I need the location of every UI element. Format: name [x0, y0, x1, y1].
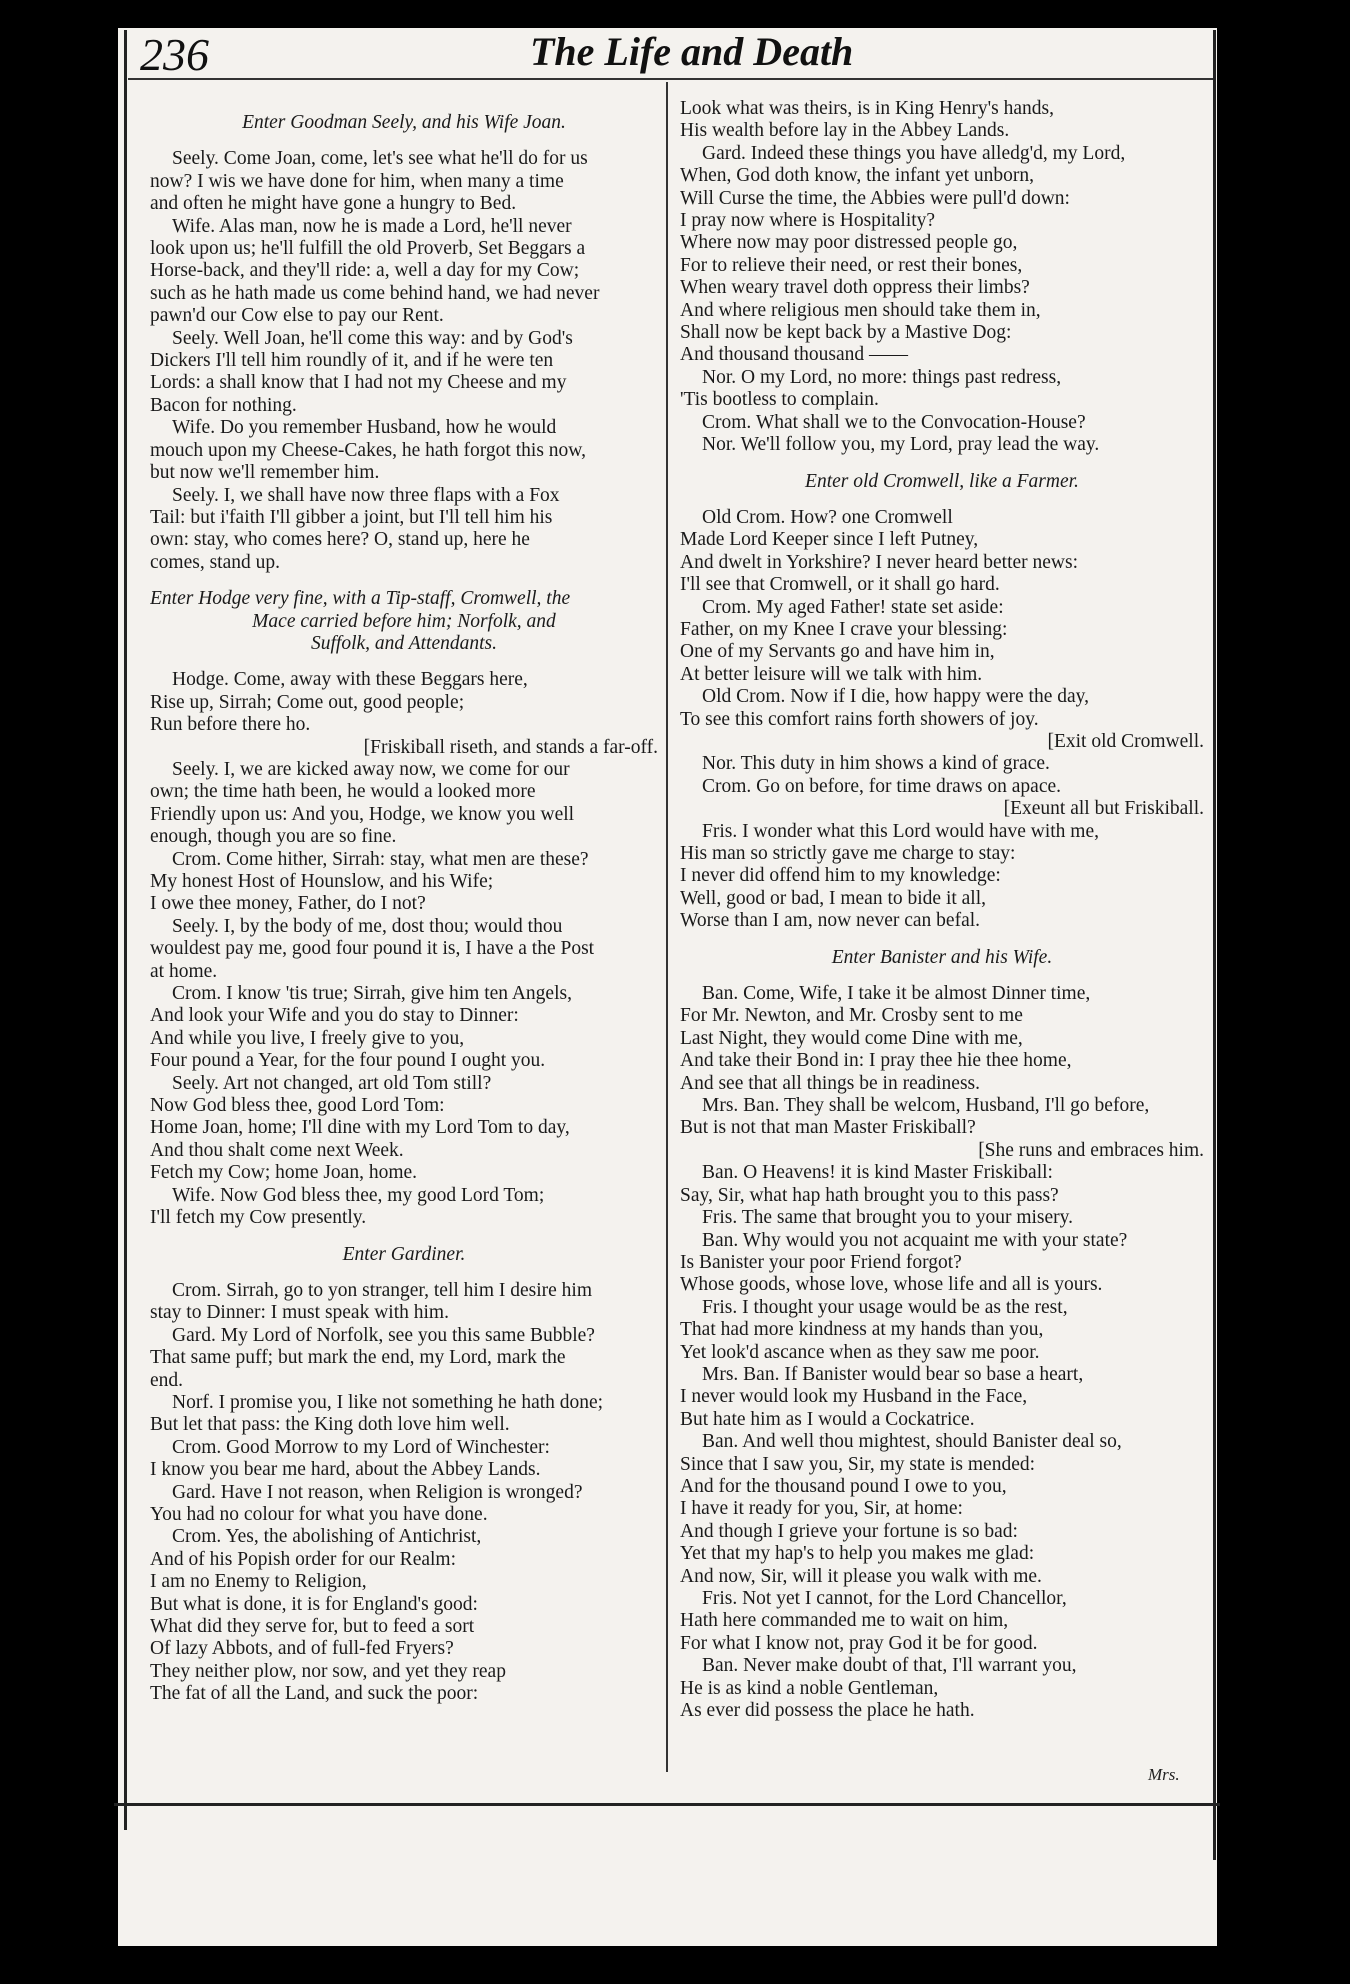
text-line: [She runs and embraces him.: [978, 1139, 1204, 1161]
text-line: But hate him as I would a Cockatrice.: [680, 1408, 975, 1430]
text-line: Gard. Indeed these things you have alledg'd, my Lord,: [702, 142, 1126, 164]
text-line: Seely. I, by the body of me, dost thou; would thou: [172, 915, 563, 937]
text-line: wouldest pay me, good four pound it is, I have a the Post: [150, 938, 595, 960]
text-line: 'Tis bootless to complain.: [680, 389, 879, 411]
text-line: Old Crom. Now if I die, how happy were the day,: [702, 686, 1090, 708]
text-line: To see this comfort rains forth showers of joy.: [680, 708, 1039, 730]
text-line: Nor. This duty in him shows a kind of grace.: [702, 753, 1050, 775]
text-line: Since that I saw you, Sir, my state is mended:: [680, 1453, 1036, 1475]
text-line: Yet look'd ascance when as they saw me poor.: [680, 1341, 1040, 1363]
text-line: Fris. The same that brought you to your misery.: [702, 1207, 1073, 1229]
right-margin-rule: [1213, 30, 1216, 1860]
text-line: And look your Wife and you do stay to Dinner:: [150, 1005, 519, 1027]
text-line: Worse than I am, now never can befal.: [680, 910, 981, 932]
text-line: For Mr. Newton, and Mr. Crosby sent to me: [680, 1005, 1023, 1027]
text-line: Seely. I, we are kicked away now, we come for our: [172, 758, 570, 780]
text-line: Fris. Not yet I cannot, for the Lord Chancellor,: [702, 1588, 1067, 1609]
text-line: Enter old Cromwell, like a Farmer.: [805, 470, 1079, 492]
text-line: Tail: but i'faith I'll gibber a joint, but I'll tell him his: [150, 506, 553, 528]
text-line: What did they serve for, but to feed a sort: [150, 1616, 475, 1637]
text-line: Suffolk, and Attendants.: [311, 632, 497, 654]
text-line: own: stay, who comes here? O, stand up, here he: [150, 529, 530, 551]
text-line: And for the thousand pound I owe to you,: [680, 1475, 1007, 1497]
text-line: Will Curse the time, the Abbies were pull'd down:: [680, 187, 1070, 209]
text-line: But is not that man Master Friskiball?: [680, 1117, 976, 1139]
text-line: Gard. Have I not reason, when Religion is wronged?: [172, 1481, 583, 1503]
text-line: Fetch my Cow; home Joan, home.: [150, 1162, 418, 1184]
text-line: Lords: a shall know that I had not my Cheese and my: [150, 372, 567, 394]
text-line: Ban. Why would you not acquaint me with your state?: [702, 1229, 1128, 1251]
text-line: Crom. Come hither, Sirrah: stay, what men are these?: [172, 848, 589, 870]
text-line: One of my Servants go and have him in,: [680, 641, 995, 663]
text-line: That had more kindness at my hands than you,: [680, 1319, 1044, 1341]
text-line: Yet that my hap's to help you makes me glad:: [680, 1543, 1035, 1565]
text-line: But let that pass: the King doth love him well.: [150, 1414, 510, 1436]
text-line: Nor. We'll follow you, my Lord, pray lead the way.: [702, 434, 1100, 456]
text-line: stay to Dinner: I must speak with him.: [150, 1302, 449, 1324]
text-line: You had no colour for what you have done.: [150, 1503, 488, 1525]
text-line: now? I wis we have done for him, when many a time: [150, 170, 564, 192]
text-line: Fris. I wonder what this Lord would have with me,: [702, 820, 1099, 842]
text-line: Seely. I, we shall have now three flaps with a Fox: [172, 484, 560, 506]
text-line: Nor. O my Lord, no more: things past redress,: [702, 366, 1062, 388]
text-line: As ever did possess the place he hath.: [680, 1700, 975, 1722]
text-line: His wealth before lay in the Abbey Lands.: [680, 120, 1010, 142]
text-line: Horse-back, and they'll ride: a, well a day for my Cow;: [150, 260, 580, 282]
text-line: The fat of all the Land, and suck the poor:: [150, 1683, 479, 1705]
text-line: And of his Popish order for our Realm:: [150, 1548, 457, 1570]
text-line: Mrs. Ban. They shall be welcom, Husband, I'll go before,: [702, 1095, 1150, 1117]
text-line: At better leisure will we talk with him.: [680, 663, 983, 685]
text-line: Shall now be kept back by a Mastive Dog:: [680, 322, 1012, 344]
text-line: And while you live, I freely give to you,: [150, 1027, 465, 1049]
text-line: Now God bless thee, good Lord Tom:: [150, 1095, 445, 1117]
text-line: And take their Bond in: I pray thee hie thee home,: [680, 1050, 1072, 1072]
text-line: such as he hath made us come behind hand, we had never: [150, 282, 600, 304]
text-line: And thousand thousand ——: [680, 344, 909, 366]
right-column: [680, 98, 1204, 1722]
text-line: That same puff; but mark the end, my Lord, mark the: [150, 1347, 566, 1369]
text-line: Ban. Come, Wife, I take it be almost Dinner time,: [702, 983, 1091, 1005]
text-line: Seely. Art not changed, art old Tom still?: [172, 1072, 492, 1094]
text-line: Crom. My aged Father! state set aside:: [702, 596, 1004, 618]
text-line: comes, stand up.: [150, 551, 280, 573]
text-line: For to relieve their need, or rest their bones,: [680, 254, 1023, 276]
catchword: Mrs.: [1148, 1765, 1180, 1784]
text-line: And now, Sir, will it please you walk with me.: [680, 1565, 1042, 1587]
text-line: Crom. Yes, the abolishing of Antichrist,: [172, 1526, 482, 1548]
text-line: Crom. What shall we to the Convocation-House?: [702, 411, 1086, 433]
text-line: Gard. My Lord of Norfolk, see you this same Bubble?: [172, 1324, 595, 1346]
column-divider: [666, 82, 668, 1772]
text-line: I pray now where is Hospitality?: [680, 210, 936, 232]
text-line: but now we'll remember him.: [150, 462, 380, 484]
text-line: Crom. Go on before, for time draws on apace.: [702, 775, 1062, 797]
text-line: Say, Sir, what hap hath brought you to this pass?: [680, 1184, 1059, 1206]
text-line: Hath here commanded me to wait on him,: [680, 1610, 1009, 1632]
text-line: I owe thee money, Father, do I not?: [150, 893, 426, 915]
left-margin-rule: [124, 30, 127, 1830]
text-line: Ban. Never make doubt of that, I'll warrant you,: [702, 1655, 1077, 1677]
running-head: The Life and Death: [530, 29, 854, 74]
text-line: Ban. O Heavens! it is kind Master Friskiball:: [702, 1162, 1053, 1184]
text-line: And thou shalt come next Week.: [150, 1139, 404, 1161]
text-line: own; the time hath been, he would a looked more: [150, 781, 536, 803]
text-line: Seely. Come Joan, come, let's see what he'll do for us: [172, 148, 588, 170]
text-line: Enter Gardiner.: [342, 1243, 466, 1265]
text-line: When weary travel doth oppress their limbs?: [680, 277, 1030, 299]
text-line: Crom. Sirrah, go to yon stranger, tell him I desire him: [172, 1279, 593, 1301]
text-line: Ban. And well thou mightest, should Banister deal so,: [702, 1431, 1122, 1453]
text-line: Run before there ho.: [150, 714, 311, 736]
text-line: Crom. Good Morrow to my Lord of Winchester:: [172, 1436, 550, 1458]
text-line: Last Night, they would come Dine with me,: [680, 1027, 1023, 1049]
text-line: I never would look my Husband in the Face,: [680, 1386, 1028, 1408]
text-line: Fris. I thought your usage would be as the rest,: [702, 1296, 1068, 1318]
text-line: Well, good or bad, I mean to bide it all,: [680, 887, 987, 909]
text-line: Dickers I'll tell him roundly of it, and if he were ten: [150, 350, 554, 372]
text-line: pawn'd our Cow else to pay our Rent.: [150, 305, 444, 327]
text-line: Old Crom. How? one Cromwell: [702, 506, 953, 528]
text-line: Of lazy Abbots, and of full-fed Fryers?: [150, 1638, 454, 1660]
bottom-rule: [114, 1803, 1220, 1806]
text-line: Enter Goodman Seely, and his Wife Joan.: [242, 112, 566, 133]
text-line: [Friskiball riseth, and stands a far-off.: [363, 736, 658, 758]
text-line: And see that all things be in readiness.: [680, 1072, 981, 1094]
text-line: Home Joan, home; I'll dine with my Lord Tom to day,: [150, 1117, 570, 1139]
text-line: Wife. Alas man, now he is made a Lord, he'll never: [172, 215, 572, 237]
left-column: [150, 98, 658, 1706]
text-line: And though I grieve your fortune is so bad:: [680, 1520, 1018, 1542]
text-line: For what I know not, pray God it be for good.: [680, 1632, 1038, 1654]
text-line: Four pound a Year, for the four pound I ought you.: [150, 1050, 546, 1072]
text-line: When, God doth know, the infant yet unborn,: [680, 165, 1034, 187]
text-line: Made Lord Keeper since I left Putney,: [680, 529, 979, 551]
text-line: Where now may poor distressed people go,: [680, 232, 1018, 254]
text-line: Rise up, Sirrah; Come out, good people;: [150, 691, 465, 713]
text-line: end.: [150, 1369, 184, 1391]
header-rule: [128, 78, 1213, 80]
text-line: Whose goods, whose love, whose life and all is yours.: [680, 1274, 1103, 1296]
text-line: My honest Host of Hounslow, and his Wife;: [150, 871, 494, 892]
text-line: Crom. I know 'tis true; Sirrah, give him ten Angels,: [172, 983, 572, 1005]
text-line: I'll fetch my Cow presently.: [150, 1207, 367, 1229]
text-line: and often he might have gone a hungry to Bed.: [150, 193, 517, 215]
text-line: Mace carried before him; Norfolk, and: [252, 610, 556, 632]
text-line: He is as kind a noble Gentleman,: [680, 1677, 939, 1699]
text-line: Look what was theirs, is in King Henry's hands,: [680, 98, 1054, 119]
text-line: Enter Hodge very fine, with a Tip-staff, Cromwell, the: [150, 588, 571, 610]
text-line: I know you bear me hard, about the Abbey Lands.: [150, 1459, 541, 1481]
text-line: I never did offend him to my knowledge:: [680, 865, 1001, 887]
text-line: But what is done, it is for England's good:: [150, 1593, 478, 1615]
text-line: Friendly upon us: And you, Hodge, we know you well: [150, 803, 575, 825]
text-line: enough, though you are so fine.: [150, 826, 397, 848]
text-line: Norf. I promise you, I like not something he hath done;: [172, 1391, 604, 1413]
text-line: And where religious men should take them in,: [680, 299, 1041, 321]
text-line: Father, on my Knee I crave your blessing:: [680, 618, 1008, 640]
text-line: Wife. Do you remember Husband, how he would: [172, 417, 557, 439]
text-line: And dwelt in Yorkshire? I never heard better news:: [680, 551, 1079, 573]
text-line: Is Banister your poor Friend forgot?: [680, 1251, 962, 1273]
text-line: I have it ready for you, Sir, at home:: [680, 1498, 963, 1520]
text-line: [Exit old Cromwell.: [1047, 730, 1204, 752]
page-number: 236: [140, 29, 209, 80]
text-line: Enter Banister and his Wife.: [831, 946, 1053, 968]
text-line: Hodge. Come, away with these Beggars here,: [172, 669, 528, 691]
text-line: I am no Enemy to Religion,: [150, 1571, 367, 1593]
text-line: [Exeunt all but Friskiball.: [1003, 798, 1204, 820]
text-line: I'll see that Cromwell, or it shall go hard.: [680, 574, 1000, 596]
text-line: mouch upon my Cheese-Cakes, he hath forgot this now,: [150, 439, 586, 461]
text-line: They neither plow, nor sow, and yet they reap: [150, 1660, 506, 1682]
text-line: Bacon for nothing.: [150, 394, 297, 416]
text-line: His man so strictly gave me charge to stay:: [680, 843, 1016, 864]
text-line: Mrs. Ban. If Banister would bear so base a heart,: [702, 1363, 1084, 1385]
text-line: look upon us; he'll fulfill the old Proverb, Set Beggars a: [150, 238, 586, 260]
text-line: Wife. Now God bless thee, my good Lord Tom;: [172, 1184, 545, 1206]
text-line: Seely. Well Joan, he'll come this way: and by God's: [172, 327, 573, 349]
text-line: at home.: [150, 960, 218, 982]
